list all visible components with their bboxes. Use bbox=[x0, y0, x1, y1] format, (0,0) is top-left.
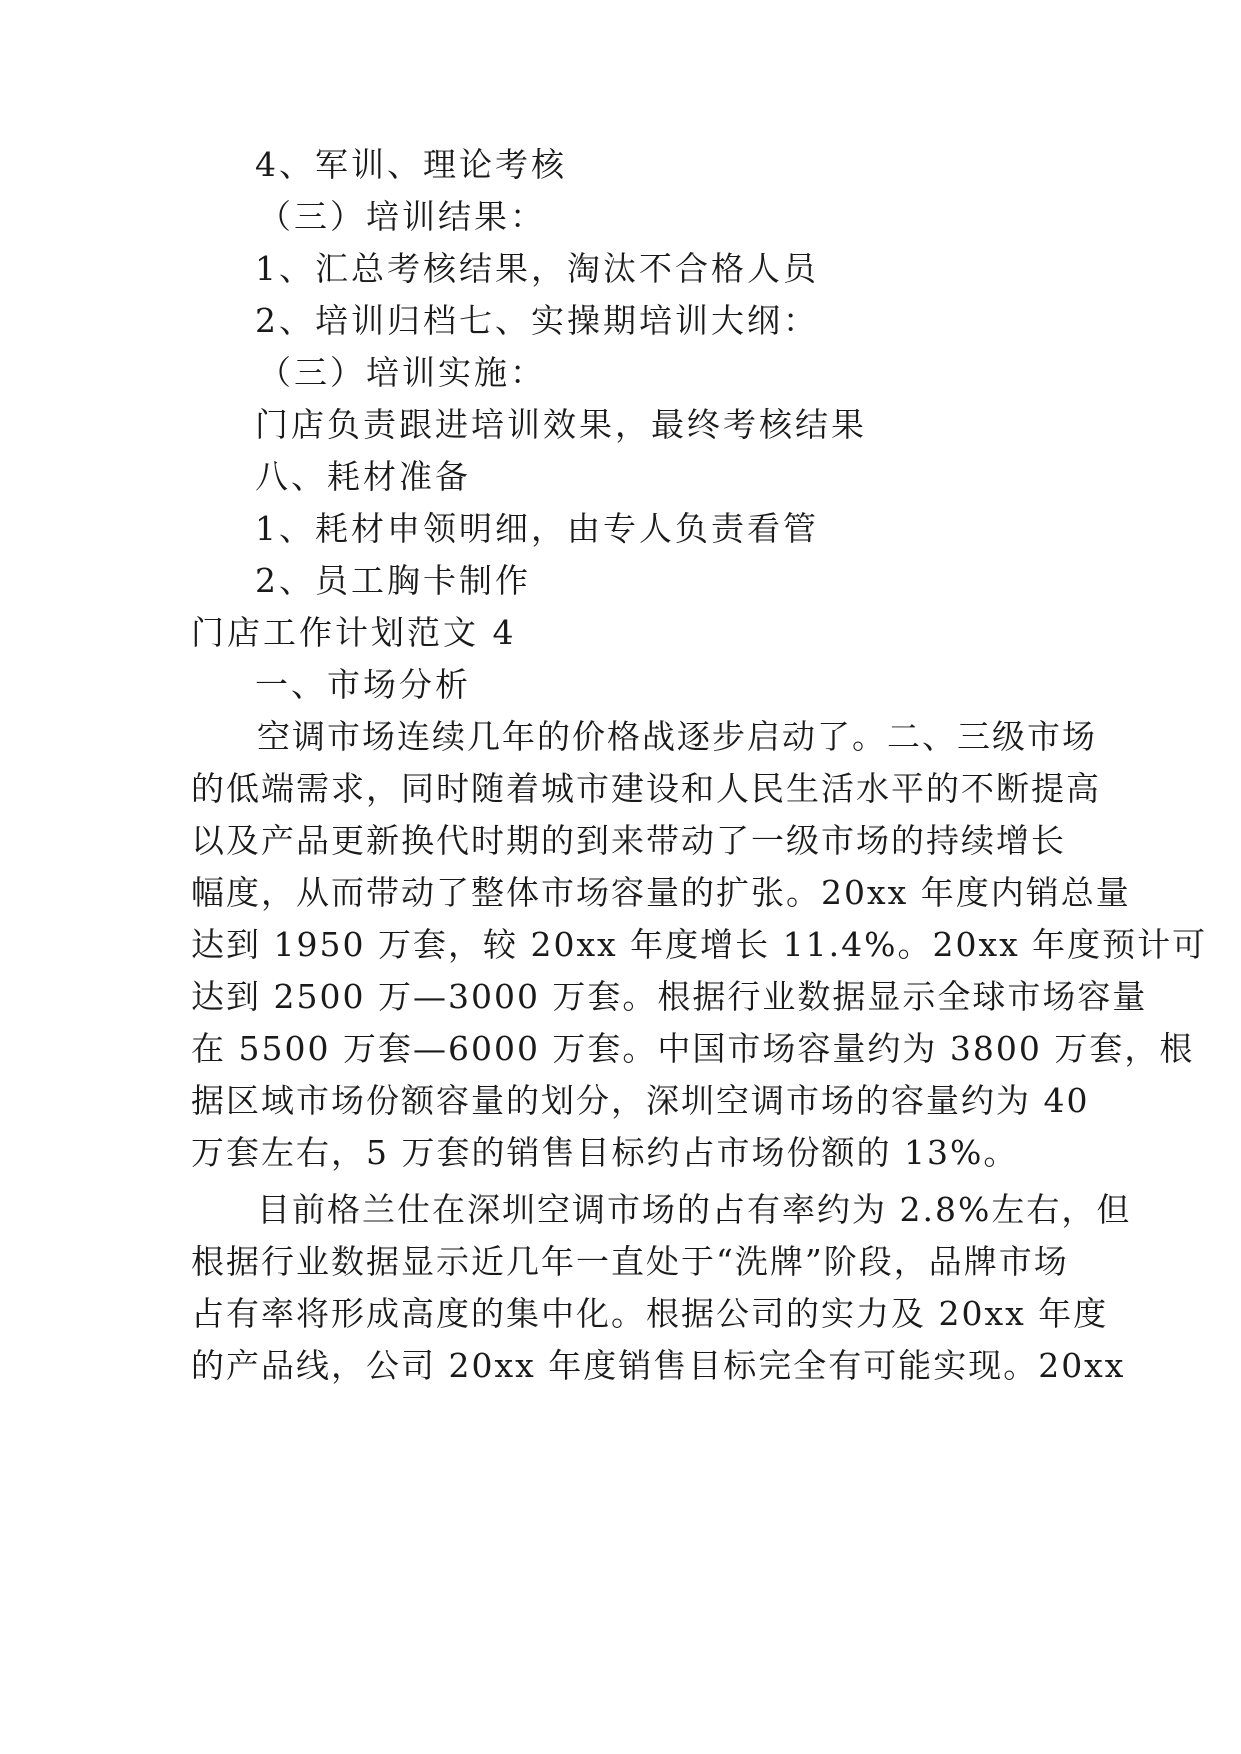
list-item: 1、耗材申领明细，由专人负责看管 bbox=[255, 509, 819, 548]
paragraph-line: 幅度，从而带动了整体市场容量的扩张。20xx 年度内销总量 bbox=[191, 873, 1131, 912]
list-item: （三）培训结果： bbox=[258, 197, 546, 236]
subsection-title: 一、市场分析 bbox=[255, 665, 471, 704]
list-item: 4、军训、理论考核 bbox=[255, 145, 567, 184]
paragraph-line: 的产品线，公司 20xx 年度销售目标完全有可能实现。20xx bbox=[191, 1346, 1126, 1385]
paragraph-line: 达到 1950 万套，较 20xx 年度增长 11.4%。20xx 年度预计可 bbox=[191, 925, 1208, 964]
paragraph-line: 在 5500 万套—6000 万套。中国市场容量约为 3800 万套，根 bbox=[191, 1029, 1195, 1068]
list-item: （三）培训实施： bbox=[258, 353, 546, 392]
paragraph-line: 万套左右，5 万套的销售目标约占市场份额的 13%。 bbox=[191, 1133, 1019, 1172]
list-item: 门店负责跟进培训效果，最终考核结果 bbox=[255, 405, 867, 444]
paragraph-line: 目前格兰仕在深圳空调市场的占有率约为 2.8%左右，但 bbox=[257, 1190, 1132, 1229]
list-item: 1、汇总考核结果，淘汰不合格人员 bbox=[255, 249, 819, 288]
paragraph-line: 以及产品更新换代时期的到来带动了一级市场的持续增长 bbox=[191, 821, 1066, 860]
paragraph-line: 达到 2500 万—3000 万套。根据行业数据显示全球市场容量 bbox=[191, 977, 1148, 1016]
paragraph-line: 的低端需求，同时随着城市建设和人民生活水平的不断提高 bbox=[191, 769, 1101, 808]
list-item: 2、培训归档七、实操期培训大纲： bbox=[255, 301, 819, 340]
paragraph-line: 据区域市场份额容量的划分，深圳空调市场的容量约为 40 bbox=[191, 1081, 1090, 1120]
paragraph-line: 空调市场连续几年的价格战逐步启动了。二、三级市场 bbox=[257, 717, 1097, 756]
paragraph-line: 根据行业数据显示近几年一直处于“洗牌”阶段，品牌市场 bbox=[191, 1242, 1069, 1281]
list-item: 八、耗材准备 bbox=[255, 457, 471, 496]
section-title: 门店工作计划范文 4 bbox=[191, 613, 517, 652]
list-item: 2、员工胸卡制作 bbox=[255, 561, 531, 600]
paragraph-line: 占有率将形成高度的集中化。根据公司的实力及 20xx 年度 bbox=[191, 1294, 1109, 1333]
